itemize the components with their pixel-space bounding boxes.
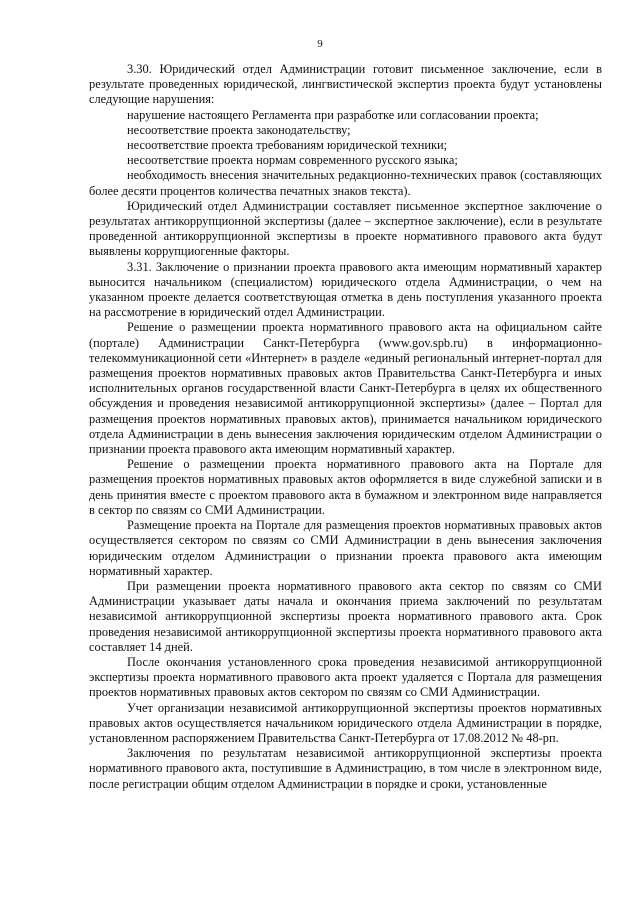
document-body [89, 62, 602, 792]
paragraph-3-30: 3.30. Юридический отдел Администрации готовит письменное заключение, если в результате проведенных юридической, лингвистической экспертиз проекта будут установлены следующие нарушения: [89, 62, 602, 107]
list-item-violation-law: несоответствие проекта законодательству; [127, 122, 351, 137]
paragraph-portal-placement: Размещение проекта на Портале для размещения проектов нормативных правовых актов осуществляется сектором по связям со СМИ Администрации в день вынесения заключения юридическим отделом Администрации о признании проекта правового акта имеющим нормативный характер. [89, 518, 602, 578]
paragraph-3-31: 3.31. Заключение о признании проекта правового акта имеющим нормативный характер выносится начальником (специалистом) юридического отдела Администрации, о чем на указанном проекте делается соответствующая отметка в день поступления указанного проекта на рассмотрение в юридический отдел Администрации. [89, 259, 602, 320]
paragraph-expertise-accounting: Учет организации независимой антикоррупционной экспертизы проектов нормативных правовых актов осуществляется начальником юридического отдела Администрации в порядке, установленном распоряжением Правительства Санкт-Петербурга от 17.08.2012 № 48-рп. [89, 700, 602, 745]
list-item-violation-language: несоответствие проекта нормам современного русского языка; [127, 153, 458, 168]
list-item-violation-legal-technique: несоответствие проекта требованиям юридической техники; [127, 138, 448, 153]
paragraph-conclusions-received: Заключения по результатам независимой антикоррупционной экспертизы проекта нормативного правового акта, поступившие в Администрацию, в том числе в электронном виде, после регистрации общим отделом Администрации в порядке и сроки, установленные [89, 746, 602, 791]
list-item-violation-regulation: нарушение настоящего Регламента при разработке или согласовании проекта; [127, 107, 539, 122]
list-item-editorial-changes: необходимость внесения значительных редакционно-технических правок (составляющих более десяти процентов количества печатных знаков текста). [89, 168, 602, 198]
paragraph-project-removal: После окончания установленного срока проведения независимой антикоррупционной экспертизы проекта нормативного правового акта проект удаляется с Портала для размещения проектов нормативных правовых актов сектором по связям со СМИ Администрации. [89, 654, 602, 700]
paragraph-expert-conclusion: Юридический отдел Администрации составляет письменное экспертное заключение о результатах антикоррупционной экспертизы (далее – экспертное заключение), если в результате проведенной антикоррупционной экспертизы в проекте нормативного правового акта будут выявлены коррупциогенные факторы. [89, 198, 602, 259]
paragraph-service-note: Решение о размещении проекта нормативного правового акта на Портале для размещения проектов нормативных правовых актов оформляется в виде служебной записки и в день принятия вместе с проектом правового акта в бумажном и электронном виде направляется в сектор по связям со СМИ Администрации. [89, 457, 602, 517]
paragraph-placement-dates: При размещении проекта нормативного правового акта сектор по связям со СМИ Администрации указывает даты начала и окончания приема заключений по результатам независимой антикоррупционной экспертизы проекта нормативного правового акта. Срок проведения независимой антикоррупционной экспертизы проекта нормативного правового акта составляет 14 дней. [89, 578, 602, 654]
page-number: 9 [317, 38, 323, 50]
paragraph-portal-decision: Решение о размещении проекта нормативного правового акта на официальном сайте (портале) Администрации Санкт-Петербурга (www.gov.spb.ru) в информационно-телекоммуникационной сети «Интернет» в разделе «единый региональный интернет-портал для размещения проектов нормативных правовых актов Правительства Санкт-Петербурга и иных исполнительных органов государственной власти Санкт-Петербурга в целях их общественного обсуждения и проведения независимой антикоррупционной экспертизы» (далее – Портал для размещения проектов нормативных правовых актов), принимается начальником юридического отдела Администрации в день вынесения заключения юридическим отделом Администрации о признании проекта правового акта имеющим нормативный характер. [89, 320, 602, 457]
